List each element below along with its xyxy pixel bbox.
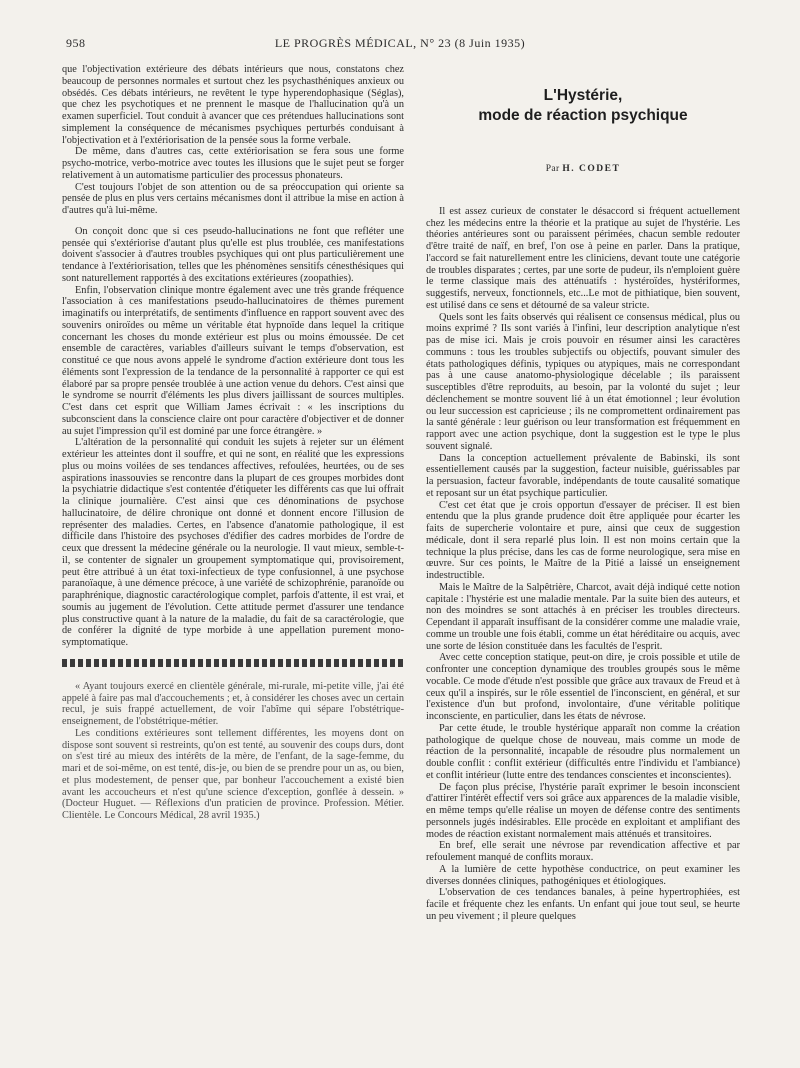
ornamental-divider [62,659,404,667]
page-header [62,36,738,52]
article-paragraph: Quels sont les faits observés qui réalisent ce consensus médical, plus ou moins exprimé ? Ils sont variés à l'infini, leur description analytique n'est pas de mise ici. Mais je crois pouvoir en résumer ainsi les caractères communs : tous les troubles subjectifs ou objectifs, pouvant simuler des états pathologiques définis, typiques ou atypiques, mais ne correspondant pas à une cause anatomo-physiologique décelable ; ils paraissent susceptibles d'être reproduits, au besoin, par la volonté du sujet ; leur déclenchement se montre souvent lié à un état émotionnel ; leur évolution ou leur succession est capricieuse ; ils ne compromettent ordinairement pas la santé générale : leur guérison ou leur transformation est fréquemment en rapport avec une action psychique, dont la suggestion est le type le plus souvent signalé. [426,311,740,452]
left-paragraph: que l'objectivation extérieure des débats intérieurs que nous, constatons chez beaucoup de personnes normales et surtout chez les psychasthéniques anxieux ou obsédés. Ces débats intérieurs, ne revêtent le type hyperendophasique (Séglas), que chez les psychotiques et ne prennent le masque de l'hallucination qu'à un examen superficiel. Tout conduit à avancer que ces prétendues hallucinations sont simplement la conséquence de mécanismes psychiques perturbés conduisant à l'objectivation et à l'extériorisation de la pensée sous la forme verbale. [62,64,404,146]
article-paragraph: Il est assez curieux de constater le désaccord si fréquent actuellement chez les médecins entre la théorie et la pratique au sujet de l'hystérie. Les théories antérieures sont ou paraissent périmées, chacun semble redouter d'être traité de naïf, en bref, l'on ose à peine en parler. Dans la pratique, l'accord se fait naturellement entre les cliniciens, devant toute une catégorie de troubles disparates ; certes, par une sorte de pudeur, ils n'emploient guère le terme classique mais des atténuatifs : hystéroïdes, hystériformes, suggestifs, nerveux, fonctionnels, etc...Le mot de pithiatique, bien souvent, est utilisé dans ce sens et détourné de sa valeur stricte. [426,205,740,311]
byline-prefix: Par [545,164,560,174]
article-paragraph: Par cette étude, le trouble hystérique apparaît non comme la création pathologique de quelque chose de nouveau, mais comme un mode de réaction de la personnalité, incapable de résoudre plus normalement un double conflit : conflit extérieur (difficultés entre l'individu et l'ambiance) et conflit intérieur (lutte entre des tendances conscientes et inconscientes). [426,722,740,781]
article-paragraph: A la lumière de cette hypothèse conductrice, on peut examiner les diverses données cliniques, pathogéniques et étiologiques. [426,863,740,887]
article-paragraph: En bref, elle serait une névrose par revendication affective et par refoulement manqué de conflits moraux. [426,840,740,863]
article-paragraph: Mais le Maître de la Salpêtrière, Charcot, avait déjà indiqué cette notion capitale : l'hystérie est une maladie mentale. Par la suite bien des auteurs, et non des moindres se sont attachés à en préciser les troubles directeurs. Cependant il apparaît insuffisant de la considérer comme une maladie vraie, comme un trouble une fois établi, comme un état héréditaire ou acquis, avec une sorte de lésion constituée dans les facultés de l'esprit. [426,581,740,652]
running-title: LE PROGRÈS MÉDICAL, N° 23 (8 Juin 1935) [274,36,526,50]
article-paragraph: Dans la conception actuellement prévalente de Babinski, ils sont essentiellement causés par la suggestion, facteur nuisible, guérissables par la persuasion, facteur favorable, indépendants de toute causalité somatique et reposant sur un état psychique particulier. [426,452,740,499]
article-column [426,86,740,923]
article-author: H. CODET [562,164,621,174]
article-paragraph: C'est cet état que je crois opportun d'essayer de préciser. Il est bien entendu que la plus grande prudence doit être appliquée pour écarter les faits de supercherie volontaire et pure, ainsi que ceux de suggestion médicale, dont il sera reparlé plus loin. Il est non moins certain que la technique la plus précise, dans les cas de forme neurologique, sera mise en œuvre. Sur ces points, le Maître de la Pitié a laissé un enseignement indestructible. [426,499,740,581]
title-line-2: mode de réaction psychique [478,107,688,124]
page-number: 958 [66,36,86,50]
left-paragraph: Enfin, l'observation clinique montre également avec une très grande fréquence l'association à ces manifestations pseudo-hallucinatoires de thèmes purement imaginatifs ou interprétatifs, de sentiments d'influence en rapport souvent avec des souvenirs oniroïdes ou même un véritable état hypnoïde dans lequel la critique concernant les choses du monde extérieur est plus ou moins émoussée. De cet ensemble de caractères, variables d'ailleurs suivant le temps d'observation, est constitué ce que nous avons appelé le syndrome d'action extérieure dont tous les éléments sont l'expression de la tendance de la personnalité à rapporter ce qui est élaboré par sa propre pensée troublée à une action venue du dehors. C'est ainsi que le syndrome se nourrit d'éléments les plus divers jaillissant de sources multiples. C'est dans cet esprit que William James écrivait : « les inscriptions du subconscient dans la conscience claire ont pour caractère d'objectiver et de donner au sujet l'impression qu'il est dominé par une force étrangère. » [62,284,404,437]
left-column [62,64,404,822]
quote-paragraph: Les conditions extérieures sont tellement différentes, les moyens dont on dispose sont souvent si restreints, qu'on est tenté, au souvenir des coups durs, dont on s'est tiré au mieux des intérêts de la mère, de l'enfant, de la sage-femme, du mari et de soi-même, on est tenté, dis-je, ou bien de se prendre pour un as, ou bien, et plus modestement, de penser que, par bonheur l'accouchement a existé bien avant les accoucheurs et n'est qu'une science d'exception, gonflée à dessein. » (Docteur Huguet. — Réflexions d'un praticien de province. Profession. Métier. Clientèle. Le Concours Médical, 28 avril 1935.) [62,727,404,821]
left-paragraph: De même, dans d'autres cas, cette extériorisation se fera sous une forme psycho-motrice, verbo-motrice avec toutes les illusions que le sujet peut se forger relativement à un automatisme particulier des processus phonateurs. [62,146,404,181]
article-title [426,86,740,126]
left-paragraph: L'altération de la personnalité qui conduit les sujets à rejeter sur un élément extérieur les atteintes dont il souffre, et qui ne sont, en réalité que les expressions plus ou moins voilées de ses tendances affectives, refoulées, heurtées, ou de ses aspirations inassouvies se rencontre dans la plupart de ces groupes morbides dont la psychiatrie didactique s'est contentée d'étiqueter les différents cas que lui offrait la clinique journalière. C'est ainsi que ces dénominations de psychose hallucinatoire, de délire chronique ont donné et donnent encore l'illusion de représenter des maladies. Certes, en l'absence d'anatomie pathologique, il est difficile dans l'histoire des psychoses d'édifier des cadres morbides de l'ordre de ceux que dressent la médecine générale ou la neurologie. Il vaut mieux, semble-t-il, se contenter de signaler un groupement symptomatique qui, provisoirement, peut être attribué à un état toxi-infectieux de type confusionnel, à une psychose paranoïaque, à une démence précoce, à une variété de schizophrénie, paranoïde ou paraphrénique, diagnostic caractérologique complet, parfois d'attente, il est vrai, et soumis au jugement de l'évolution. Cette attitude permet d'assurer une tendance plus constructive quant à la nature de la maladie, du fait de sa caractérologie, que de conférer la dignité de type morbide à une appellation purement mono-symptomatique. [62,437,404,648]
article-paragraph: L'observation de ces tendances banales, à peine hypertrophiées, est facile et fréquente chez les enfants. Un enfant qui joue tout seul, se heurte un peu vivement ; il pleure quelques [426,887,740,922]
title-line-1: L'Hystérie, [543,87,623,104]
left-paragraph: C'est toujours l'objet de son attention ou de sa préoccupation qui oriente sa pensée de plus en plus vers certains mécanismes dont il attribue la mise en action à d'autres qu'à lui-même. [62,181,404,216]
quote-paragraph: « Ayant toujours exercé en clientèle générale, mi-rurale, mi-petite ville, j'ai été appelé à faire pas mal d'accouchements ; et, à considérer les choses avec un certain recul, je suis frappé actuellement, de voir l'abîme qui sépare l'obstétrique-enseignement, de l'obstétrique-métier. [62,680,404,727]
quoted-extract [62,681,404,822]
article-paragraph: Avec cette conception statique, peut-on dire, je crois possible et utile de confronter une conception dynamique des troubles groupés sous le même vocable. Ce mode d'étude n'est possible que grâce aux travaux de Freud et à ceux qu'il a inspirés, sur le rôle essentiel de l'inconscient, en général, et sur l'existence d'un but profond, involontaire, d'une véritable politique inconsciente, en particulier, dans les états de névrose. [426,652,740,722]
article-paragraph: De façon plus précise, l'hystérie paraît exprimer le besoin inconscient d'attirer l'intérêt effectif vers soi grâce aux apparences de la maladie visible, en même temps qu'elle réalise un moyen de défense contre des sentiments personnels jugés indésirables. Elle procède en exploitant et amplifiant des modes de réaction existant normalement mais atténués et transitoires. [426,781,740,840]
left-paragraph: On conçoit donc que si ces pseudo-hallucinations ne font que refléter une pensée qui s'extériorise d'autant plus qu'elle est plus troublée, ces manifestations doivent s'associer à d'autres troubles psychiques qui ont plus particulièrement une tendance à l'extériorisation, telles que les phénomènes sensitifs cénesthésiques qui sont naturellement rapportés à des excitations extérieures (zoopathies). [62,225,404,284]
article-byline [426,164,740,176]
